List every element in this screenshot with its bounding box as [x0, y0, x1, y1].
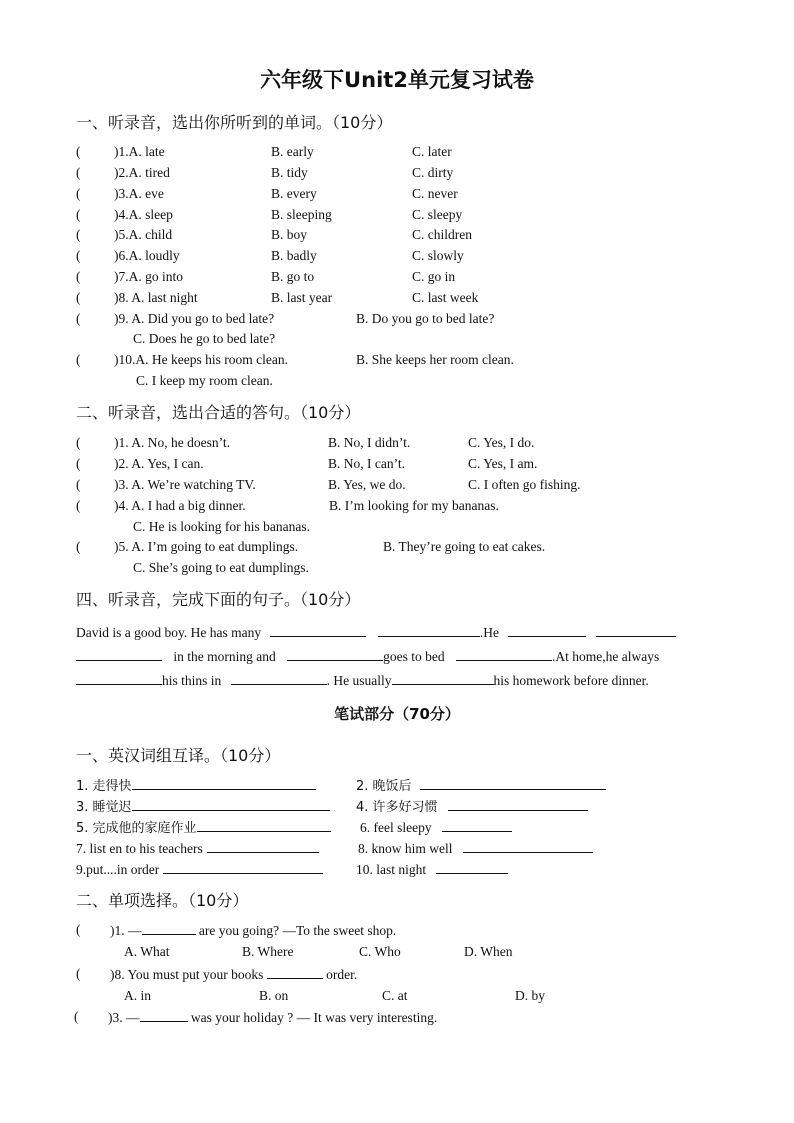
option-d[interactable]: D. When	[464, 944, 513, 959]
option-b: B. Yes, we do.	[328, 477, 406, 492]
question-text: are you going? —To the sweet shop.	[198, 923, 397, 938]
option-a: )5.A. child	[114, 227, 173, 242]
answer-question-4	[76, 496, 716, 516]
fill-blank[interactable]	[463, 838, 593, 853]
option-b: B. last year	[271, 290, 333, 305]
option-c: C. children	[412, 227, 472, 242]
fill-blank[interactable]	[456, 646, 552, 661]
fill-blank[interactable]	[270, 622, 366, 637]
question-row	[76, 288, 676, 308]
fill-blank[interactable]	[442, 817, 512, 832]
answer-paren[interactable]: (	[76, 477, 81, 492]
option-d[interactable]: D. by	[515, 988, 545, 1003]
fill-blank[interactable]	[76, 670, 162, 685]
option-c: C. dirty	[412, 165, 454, 180]
passage-text: his thins in	[162, 673, 222, 688]
answer-paren[interactable]: (	[76, 311, 81, 326]
answer-paren[interactable]: (	[76, 498, 81, 513]
section-heading-listening-answers: 二、听录音，选出合适的答句。（10分）	[76, 403, 361, 422]
section-heading-complete-sentences: 四、听录音，完成下面的句子。（10分）	[76, 590, 361, 609]
option-c: C. She’s going to eat dumplings.	[133, 560, 309, 575]
option-b[interactable]: B. on	[259, 988, 289, 1003]
passage-text: his homework before dinner.	[493, 673, 649, 688]
translation-row-2b	[356, 796, 588, 816]
translation-prompt: 10. last night	[356, 862, 427, 877]
question-text: order.	[326, 967, 358, 982]
fill-blank[interactable]	[267, 964, 323, 979]
option-b: B. They’re going to eat cakes.	[383, 539, 546, 554]
translation-prompt: 7. list en to his teachers	[76, 841, 203, 856]
question-text: )1. —	[110, 923, 142, 938]
option-a: )7.A. go into	[114, 269, 183, 284]
translation-row-2	[76, 796, 330, 816]
option-a: )6.A. loudly	[114, 248, 180, 263]
fill-blank[interactable]	[596, 622, 676, 637]
answer-paren[interactable]: (	[76, 269, 81, 284]
fill-blank[interactable]	[142, 920, 196, 935]
option-c: C. I often go fishing.	[468, 477, 581, 492]
answer-paren[interactable]: (	[74, 1009, 79, 1024]
fill-blank[interactable]	[436, 859, 508, 874]
question-row	[76, 163, 676, 183]
question-row	[76, 142, 676, 162]
option-a: )9. A. Did you go to bed late?	[114, 311, 275, 326]
option-b: B. badly	[271, 248, 317, 263]
question-row	[76, 246, 676, 266]
option-b: B. Do you go to bed late?	[356, 311, 495, 326]
option-c: C. He is looking for his bananas.	[133, 519, 310, 534]
passage-line-1	[76, 622, 676, 642]
fill-blank[interactable]	[132, 796, 330, 811]
answer-paren[interactable]: (	[76, 922, 81, 937]
option-a: )3.A. eve	[114, 186, 164, 201]
option-c: C. never	[412, 186, 458, 201]
option-a: )1. A. No, he doesn’t.	[114, 435, 230, 450]
passage-text: goes to bed	[383, 649, 445, 664]
answer-paren[interactable]: (	[76, 352, 81, 367]
translation-row-3b	[360, 817, 512, 837]
section-heading-listening-words: 一、听录音，选出你所听到的单词。（10分）	[76, 113, 393, 132]
option-c: C. go in	[412, 269, 456, 284]
option-a: )4. A. I had a big dinner.	[114, 498, 246, 513]
translation-row-3	[76, 817, 331, 837]
option-b: B. go to	[271, 269, 315, 284]
answer-paren[interactable]: (	[76, 248, 81, 263]
fill-blank[interactable]	[378, 622, 480, 637]
translation-row-1	[76, 775, 316, 795]
option-b: B. No, I didn’t.	[328, 435, 411, 450]
translation-prompt: 6. feel sleepy	[360, 820, 432, 835]
fill-blank[interactable]	[231, 670, 327, 685]
answer-paren[interactable]: (	[76, 435, 81, 450]
option-b: B. early	[271, 144, 314, 159]
translation-row-4	[76, 838, 319, 858]
fill-blank[interactable]	[287, 646, 383, 661]
translation-prompt: 3. 睡觉迟	[76, 800, 132, 815]
passage-text: .At home,he always	[551, 649, 660, 664]
answer-question-5-c-row	[76, 558, 716, 578]
passage-line-2	[76, 646, 659, 666]
option-c: C. later	[412, 144, 452, 159]
option-b: B. every	[271, 186, 317, 201]
answer-question-row	[76, 433, 716, 453]
mc-question-1-options	[76, 942, 676, 962]
option-a: )3. A. We’re watching TV.	[114, 477, 256, 492]
translation-prompt: 2. 晚饭后	[356, 779, 412, 794]
fill-blank[interactable]	[76, 646, 162, 661]
fill-blank[interactable]	[420, 775, 606, 790]
translation-row-1b	[356, 775, 606, 795]
option-c: C. Yes, I am.	[468, 456, 538, 471]
answer-question-4-c-row	[76, 517, 716, 537]
option-b: B. I’m looking for my bananas.	[329, 498, 499, 513]
option-c: C. sleepy	[412, 207, 463, 222]
passage-text: . He usually	[326, 673, 392, 688]
option-c: C. Does he go to bed late?	[133, 331, 276, 346]
translation-prompt: 9.put....in order	[76, 862, 160, 877]
question-text: )3. —	[108, 1010, 140, 1025]
translation-prompt: 5. 完成他的家庭作业	[76, 821, 197, 836]
fill-blank[interactable]	[392, 670, 494, 685]
option-b: B. sleeping	[271, 207, 332, 222]
option-a: )1.A. late	[114, 144, 165, 159]
passage-text: David is a good boy. He has many	[76, 625, 262, 640]
option-a: )2. A. Yes, I can.	[114, 456, 204, 471]
fill-blank[interactable]	[508, 622, 586, 637]
section-heading-translation: 一、英汉词组互译。（10分）	[76, 746, 281, 765]
passage-line-3	[76, 670, 649, 690]
option-a: )4.A. sleep	[114, 207, 173, 222]
option-b: B. She keeps her room clean.	[356, 352, 514, 367]
option-a[interactable]: A. in	[124, 988, 151, 1003]
translation-prompt: 4. 许多好习惯	[356, 800, 438, 815]
question-row	[76, 267, 676, 287]
option-a: )8. A. last night	[114, 290, 198, 305]
translation-prompt: 1. 走得快	[76, 779, 132, 794]
fill-blank[interactable]	[207, 838, 319, 853]
fill-blank[interactable]	[163, 859, 323, 874]
answer-paren[interactable]: (	[76, 456, 81, 471]
mc-question-8-options	[76, 986, 676, 1006]
question-row	[76, 184, 676, 204]
question-row	[76, 205, 676, 225]
option-c[interactable]: C. Who	[359, 944, 401, 959]
written-section-title: 笔试部分（70分）	[334, 705, 460, 723]
answer-question-5	[76, 537, 716, 557]
answer-question-row	[76, 454, 716, 474]
option-a: )2.A. tired	[114, 165, 170, 180]
answer-question-row	[76, 475, 716, 495]
option-a[interactable]: A. What	[124, 944, 170, 959]
answer-paren[interactable]: (	[76, 966, 81, 981]
option-a: )10.A. He keeps his room clean.	[114, 352, 288, 367]
fill-blank[interactable]	[448, 796, 588, 811]
fill-blank[interactable]	[132, 775, 316, 790]
translation-row-5	[76, 859, 323, 879]
option-b: B. No, I can’t.	[328, 456, 405, 471]
option-b[interactable]: B. Where	[242, 944, 294, 959]
option-b: B. boy	[271, 227, 308, 242]
answer-paren[interactable]: (	[76, 186, 81, 201]
question-10	[76, 350, 716, 370]
answer-paren[interactable]: (	[76, 165, 81, 180]
question-text: was your holiday ? — It was very interesting.	[190, 1010, 438, 1025]
question-text: )8. You must put your books	[110, 967, 264, 982]
translation-row-4b	[358, 838, 593, 858]
translation-row-5b	[356, 859, 508, 879]
page-title: 六年级下Unit2单元复习试卷	[260, 68, 534, 92]
option-c: C. Yes, I do.	[468, 435, 535, 450]
question-10-option-c-row	[76, 371, 716, 391]
fill-blank[interactable]	[140, 1007, 188, 1022]
option-c: C. slowly	[412, 248, 464, 263]
option-b: B. tidy	[271, 165, 308, 180]
fill-blank[interactable]	[197, 817, 331, 832]
option-a: )5. A. I’m going to eat dumplings.	[114, 539, 299, 554]
answer-paren[interactable]: (	[76, 144, 81, 159]
answer-paren[interactable]: (	[76, 207, 81, 222]
question-9	[76, 309, 716, 329]
option-c: C. last week	[412, 290, 479, 305]
section-heading-multiple-choice: 二、单项选择。（10分）	[76, 891, 249, 910]
translation-prompt: 8. know him well	[358, 841, 453, 856]
option-c: C. I keep my room clean.	[136, 373, 273, 388]
question-row	[76, 225, 676, 245]
question-9-option-c-row	[76, 329, 716, 349]
answer-paren[interactable]: (	[76, 290, 81, 305]
passage-text: in the morning and	[173, 649, 276, 664]
answer-paren[interactable]: (	[76, 227, 81, 242]
passage-text: .He	[479, 625, 499, 640]
answer-paren[interactable]: (	[76, 539, 81, 554]
option-c[interactable]: C. at	[382, 988, 408, 1003]
